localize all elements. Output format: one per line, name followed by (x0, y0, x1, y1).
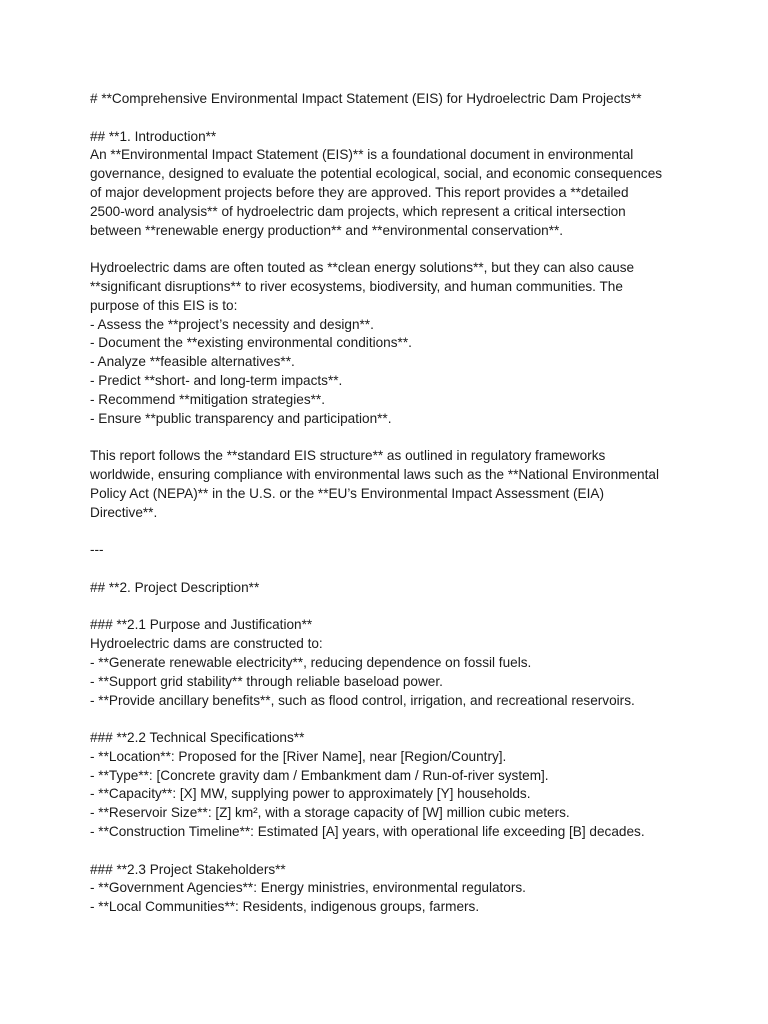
blank-line (90, 560, 690, 579)
list-item: - **Construction Timeline**: Estimated [A] years, with operational life exceeding [B] decades. (90, 824, 645, 840)
section-heading: ## **2. Project Description** (90, 579, 260, 595)
text-line: Policy Act (NEPA)** in the U.S. or the **EU’s Environmental Impact Assessment (EIA) (90, 485, 604, 501)
document-title: # **Comprehensive Environmental Impact Statement (EIS) for Hydroelectric Dam Projects** (90, 91, 642, 106)
list-item: - **Generate renewable electricity**, reducing dependence on fossil fuels. (90, 654, 532, 670)
list-item: - **Provide ancillary benefits**, such as flood control, irrigation, and recreational reservoirs. (90, 692, 635, 708)
horizontal-rule-text: --- (90, 542, 104, 558)
list-item: - Predict **short- and long-term impacts**. (90, 372, 343, 388)
list-item: - **Reservoir Size**: [Z] km², with a storage capacity of [W] million cubic meters. (90, 805, 570, 821)
text-line: purpose of this EIS is to: (90, 297, 238, 313)
text-line: worldwide, ensuring compliance with environmental laws such as the **National Environmental (90, 466, 659, 482)
subsection-heading: ### **2.3 Project Stakeholders** (90, 861, 286, 877)
list-item: - **Support grid stability** through reliable baseload power. (90, 673, 443, 689)
blank-line (90, 240, 690, 259)
list-item: - **Type**: [Concrete gravity dam / Embankment dam / Run-of-river system]. (90, 767, 549, 783)
text-line: governance, designed to evaluate the potential ecological, social, and economic consequences (90, 166, 663, 182)
text-line: Directive**. (90, 504, 158, 520)
text-line: between **renewable energy production** and **environmental conservation**. (90, 222, 564, 238)
list-item: - Ensure **public transparency and participation**. (90, 410, 392, 426)
list-item: - Analyze **feasible alternatives**. (90, 354, 295, 370)
blank-line (90, 522, 690, 541)
text-line: of major development projects before they are approved. This report provides a **detailed (90, 184, 629, 200)
text-line: An **Environmental Impact Statement (EIS)** is a foundational document in environmental (90, 147, 634, 163)
blank-line (90, 109, 690, 128)
list-item: - **Location**: Proposed for the [River Name], near [Region/Country]. (90, 748, 507, 764)
list-item: - Recommend **mitigation strategies**. (90, 391, 325, 407)
blank-line (90, 842, 690, 861)
subsection-heading: ### **2.1 Purpose and Justification** (90, 617, 313, 633)
text-line: Hydroelectric dams are often touted as **clean energy solutions**, but they can also cause (90, 260, 635, 276)
list-item: - **Local Communities**: Residents, indigenous groups, farmers. (90, 899, 480, 915)
list-item: - **Capacity**: [X] MW, supplying power to approximately [Y] households. (90, 786, 531, 802)
section-heading: ## **1. Introduction** (90, 128, 217, 144)
document-page (90, 90, 690, 917)
list-item: - Assess the **project’s necessity and design**. (90, 316, 374, 332)
blank-line (90, 428, 690, 447)
text-line: Hydroelectric dams are constructed to: (90, 636, 323, 652)
text-line: **significant disruptions** to river ecosystems, biodiversity, and human communities. The (90, 278, 623, 294)
list-item: - **Government Agencies**: Energy ministries, environmental regulators. (90, 880, 526, 896)
text-line: This report follows the **standard EIS structure** as outlined in regulatory frameworks (90, 448, 606, 464)
text-line: 2500-word analysis** of hydroelectric dam projects, which represent a critical intersection (90, 203, 626, 219)
blank-line (90, 710, 690, 729)
subsection-heading: ### **2.2 Technical Specifications** (90, 730, 305, 746)
blank-line (90, 598, 690, 617)
list-item: - Document the **existing environmental conditions**. (90, 335, 412, 351)
